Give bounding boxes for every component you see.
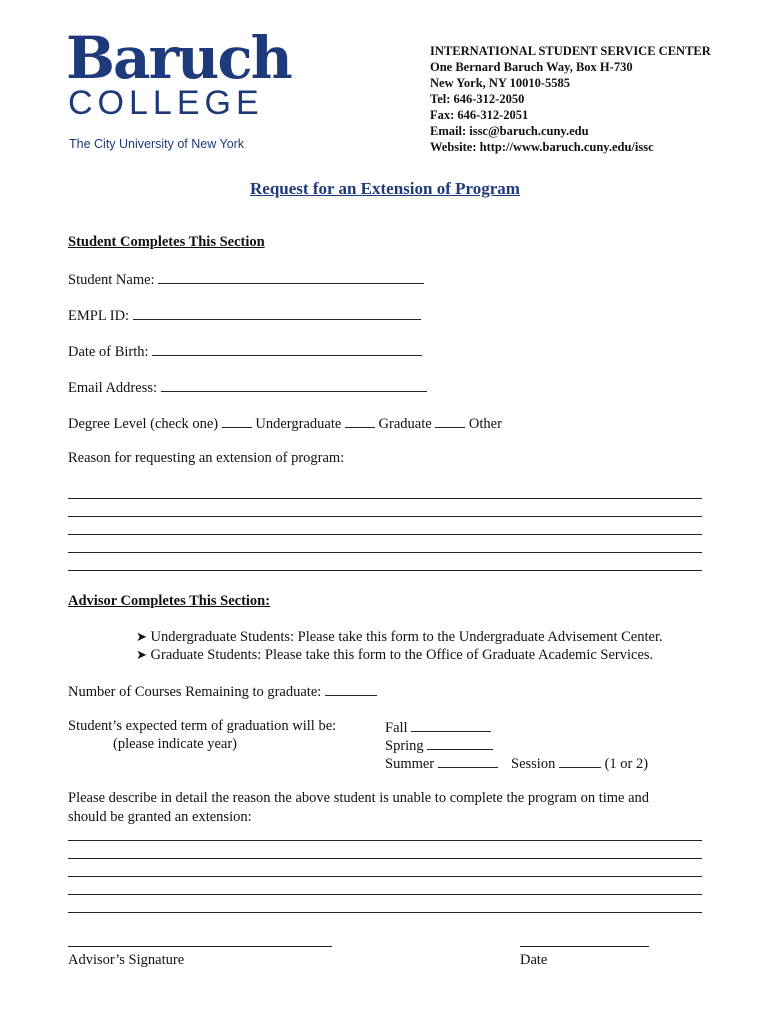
reason-line[interactable] <box>68 534 702 535</box>
term-spring-field[interactable] <box>427 736 493 750</box>
student-name-row <box>68 270 424 289</box>
courses-label: Number of Courses Remaining to graduate: <box>68 684 322 700</box>
date-line[interactable] <box>520 946 649 947</box>
bullet-item <box>136 647 653 664</box>
address-line: Fax: 646-312-2051 <box>430 108 529 122</box>
term-fall-field[interactable] <box>411 718 491 732</box>
empl-id-label: EMPL ID: <box>68 308 130 324</box>
address-line: New York, NY 10010-5585 <box>430 76 571 90</box>
bullet-text: Graduate Students: Please take this form to the Office of Graduate Academic Services. <box>150 647 654 663</box>
degree-label: Degree Level (check one) <box>68 416 219 432</box>
student-name-label: Student Name: <box>68 272 155 288</box>
email-row <box>68 378 427 397</box>
degree-option-graduate: Graduate <box>378 416 432 432</box>
email-field[interactable] <box>161 378 427 392</box>
address-line: Email: issc@baruch.cuny.edu <box>430 124 589 138</box>
address-line: INTERNATIONAL STUDENT SERVICE CENTER <box>430 44 711 58</box>
address-line: One Bernard Baruch Way, Box H-730 <box>430 60 633 74</box>
term-sub-label: (please indicate year) <box>113 736 237 752</box>
term-summer-row <box>385 754 498 773</box>
term-summer-field[interactable] <box>438 754 498 768</box>
describe-line[interactable] <box>68 876 702 877</box>
term-summer-label: Summer <box>385 756 435 772</box>
term-spring-row <box>385 736 493 755</box>
reason-line[interactable] <box>68 498 702 499</box>
empl-id-row <box>68 306 421 325</box>
advisor-section-heading: Advisor Completes This Section: <box>68 593 271 609</box>
term-spring-label: Spring <box>385 738 424 754</box>
signature-label: Advisor’s Signature <box>68 952 185 968</box>
form-title: Request for an Extension of Program <box>250 179 520 198</box>
dob-row <box>68 342 422 361</box>
describe-line[interactable] <box>68 894 702 895</box>
courses-field[interactable] <box>325 682 377 696</box>
dob-field[interactable] <box>152 342 422 356</box>
term-fall-row <box>385 718 491 737</box>
logo-college: COLLEGE <box>68 84 264 122</box>
term-label: Student’s expected term of graduation will be: <box>68 718 337 734</box>
degree-option-other: Other <box>468 416 502 432</box>
address-line: Website: http://www.baruch.cuny.edu/issc <box>430 140 654 154</box>
degree-graduate-check[interactable] <box>345 414 375 428</box>
signature-line[interactable] <box>68 946 332 947</box>
describe-label: should be granted an extension: <box>68 809 252 825</box>
degree-other-check[interactable] <box>435 414 465 428</box>
session-row <box>511 754 648 773</box>
describe-line[interactable] <box>68 858 702 859</box>
degree-undergrad-check[interactable] <box>222 414 252 428</box>
session-label: Session <box>511 756 556 772</box>
empl-id-field[interactable] <box>133 306 421 320</box>
email-label: Email Address: <box>68 380 158 396</box>
logo-university: The City University of New York <box>69 137 245 151</box>
date-label: Date <box>520 952 548 968</box>
reason-line[interactable] <box>68 570 702 571</box>
reason-line[interactable] <box>68 516 702 517</box>
bullet-item <box>136 629 663 646</box>
describe-line[interactable] <box>68 912 702 913</box>
session-note: (1 or 2) <box>604 756 649 772</box>
student-name-field[interactable] <box>158 270 424 284</box>
arrow-bullet-icon: ➤ <box>136 630 147 645</box>
session-field[interactable] <box>559 754 601 768</box>
describe-label: Please describe in detail the reason the above student is unable to complete the program on time and <box>68 790 650 806</box>
logo-baruch: Baruch <box>66 24 291 92</box>
bullet-text: Undergraduate Students: Please take this form to the Undergraduate Advisement Center. <box>150 629 663 645</box>
address-line: Tel: 646-312-2050 <box>430 92 525 106</box>
reason-line[interactable] <box>68 552 702 553</box>
describe-line[interactable] <box>68 840 702 841</box>
courses-row <box>68 682 377 701</box>
student-section-heading: Student Completes This Section <box>68 234 265 250</box>
degree-option-undergraduate: Undergraduate <box>255 416 342 432</box>
arrow-bullet-icon: ➤ <box>136 648 147 663</box>
dob-label: Date of Birth: <box>68 344 149 360</box>
degree-row <box>68 414 502 433</box>
reason-label: Reason for requesting an extension of program: <box>68 450 345 466</box>
term-fall-label: Fall <box>385 720 408 736</box>
